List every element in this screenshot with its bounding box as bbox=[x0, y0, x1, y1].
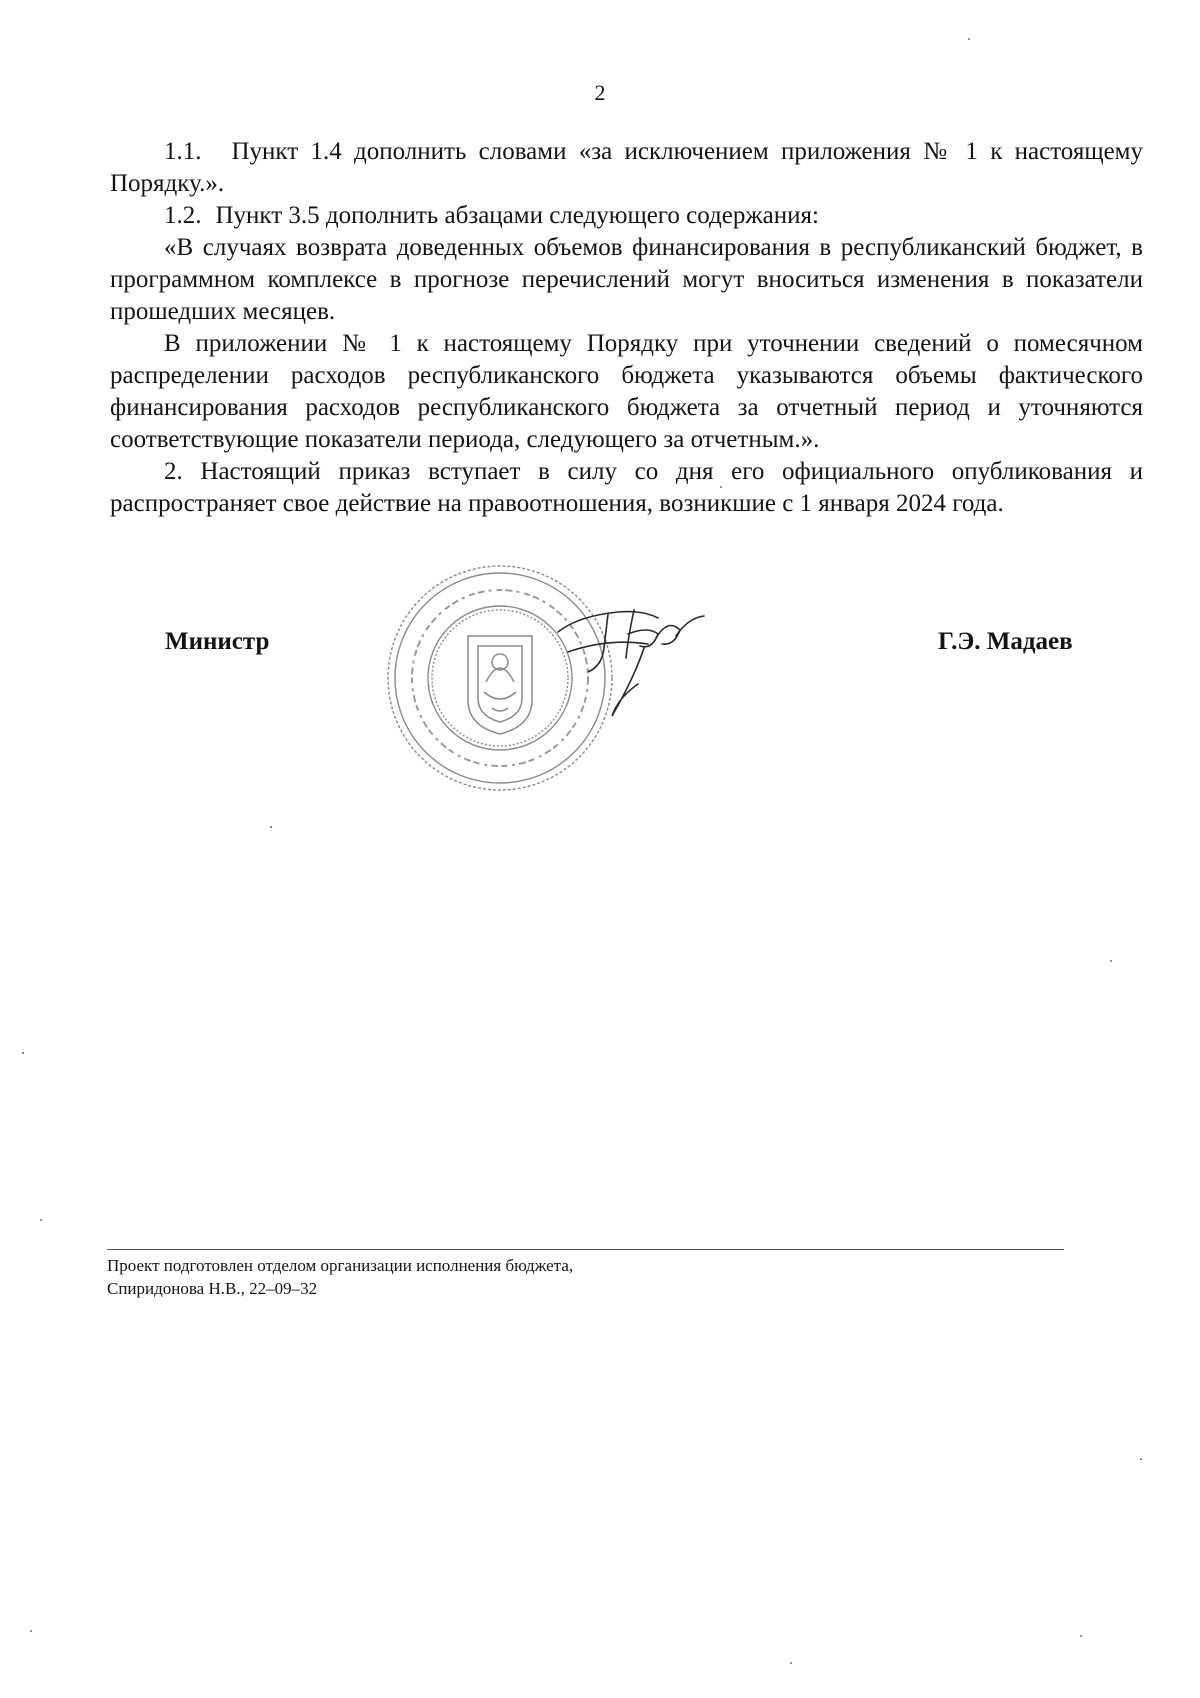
scan-speck bbox=[30, 1630, 32, 1632]
signatory-name: Г.Э. Мадаев bbox=[938, 628, 1073, 655]
paragraph-1-2 bbox=[110, 200, 1143, 232]
footer-note bbox=[107, 1254, 573, 1300]
scan-speck bbox=[1080, 1635, 1082, 1637]
scan-speck bbox=[968, 38, 970, 40]
scan-speck bbox=[1110, 960, 1112, 962]
page-number: 2 bbox=[594, 80, 606, 105]
footer-line-contact: Спиридонова Н.В., 22–09–32 bbox=[107, 1279, 318, 1298]
document-body bbox=[110, 136, 1143, 520]
item-number-1-2: 1.2. bbox=[164, 202, 202, 229]
scan-speck bbox=[1140, 1458, 1142, 1460]
paragraph-quoted-2: В приложении № 1 к настоящему Порядку при уточнении сведений о помесячном распределении расходов республиканского бюджета указываются объемы фактического финансирования расходов республиканского бюджета за отчетный период и уточняются соответствующие показатели периода, следующего за отчетным.». bbox=[110, 330, 1143, 453]
scan-speck bbox=[40, 1219, 42, 1221]
item-number-1-1: 1.1. bbox=[164, 138, 202, 165]
footer-line-prepared-by: Проект подготовлен отделом организации исполнения бюджета, bbox=[107, 1256, 574, 1275]
item-text-1-2: Пункт 3.5 дополнить абзацами следующего содержания: bbox=[215, 202, 819, 229]
signatory-title: Министр bbox=[165, 628, 270, 655]
paragraph-quoted-1: «В случаях возврата доведенных объемов финансирования в республиканский бюджет, в программном комплексе в прогнозе перечислений могут вноситься изменения в показатели прошедших месяцев. bbox=[110, 234, 1143, 325]
item-text-1-1: Пункт 1.4 дополнить словами «за исключением приложения № 1 к настоящему Порядку.». bbox=[110, 138, 1143, 197]
footer-divider bbox=[107, 1249, 1064, 1250]
paragraph-2: 2. Настоящий приказ вступает в силу со дня его официального опубликования и распространяет свое действие на правоотношения, возникшие с 1 января 2024 года. bbox=[110, 458, 1143, 517]
scan-speck bbox=[790, 1662, 792, 1664]
scan-speck bbox=[270, 826, 272, 828]
scan-speck bbox=[720, 486, 722, 488]
paragraph-1-1 bbox=[110, 136, 1143, 200]
scan-speck bbox=[22, 1052, 24, 1054]
signature-block bbox=[0, 628, 1200, 668]
